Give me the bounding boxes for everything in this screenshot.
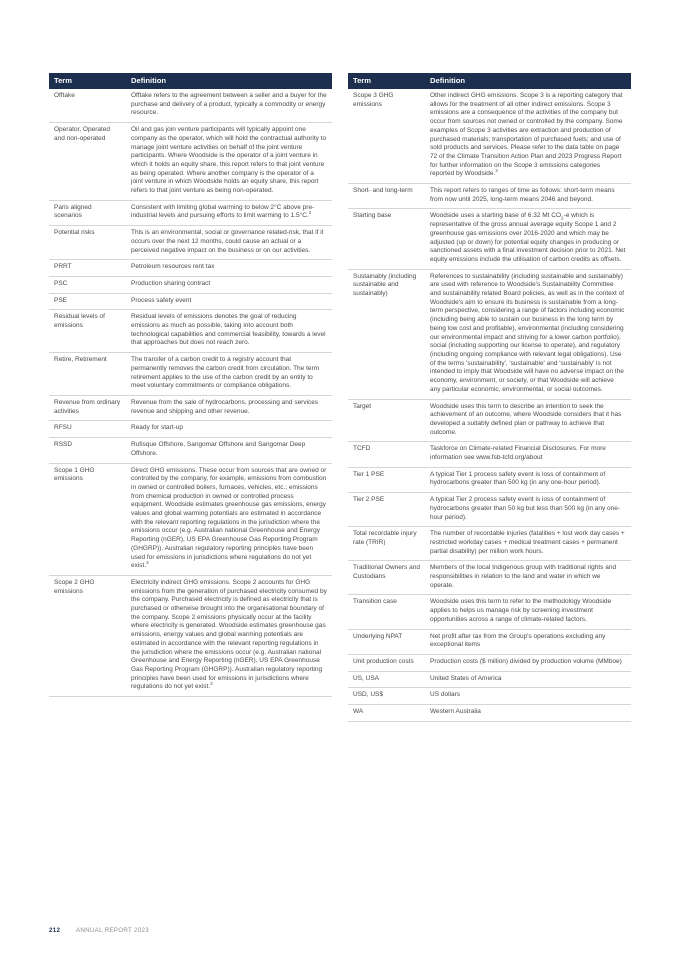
definition-text: Production sharing contract	[131, 279, 211, 287]
table-row	[348, 561, 631, 595]
definition-cell	[126, 123, 332, 201]
definition-cell	[425, 671, 631, 688]
definition-text: Residual levels of emissions denotes the goal of reducing emissions as much as possible, taking into account both technological capabilities and commercial feasibility, towards a level that approaches but does not reach zero.	[131, 313, 326, 347]
definition-cell	[425, 269, 631, 399]
definition-cell	[425, 209, 631, 269]
definition-cell	[425, 561, 631, 595]
definition-text: A typical Tier 2 process safety event is loss of containment of hydrocarbons greater than 50 kg but less than 500 kg (in any one-hour period).	[430, 496, 621, 521]
table-row	[49, 226, 332, 260]
table-row	[348, 688, 631, 705]
table-row	[348, 654, 631, 671]
term-cell: Scope 1 GHG emissions	[49, 463, 126, 575]
term-cell: Target	[348, 399, 425, 442]
definition-text: Direct GHG emissions. These occur from sources that are owned or controlled by the company, for example, emissions from combustion in owned or controlled boilers, furnaces, vehicles, etc.; emissions from chemical production in owned or controlled process equipment. Woodside estimates greenhouse gas emissions, energy values and global warming potentials are estimated in accordance with the relevant reporting regulations in the jurisdiction where the emissions occur (e.g. Australian national Greenhouse and Energy Reporting (nGER), US EPA Greenhouse Gas Reporting Program (GHGRP)). Australian regulatory reporting principles have been used for emissions in jurisdictions where regulations do not yet exist.	[131, 466, 327, 570]
definition-text: United States of America	[430, 674, 502, 682]
definition-cell	[126, 438, 332, 463]
table-row	[348, 442, 631, 467]
definition-text: A typical Tier 1 process safety event is loss of containment of hydrocarbons greater than 500 kg (in any one-hour period).	[430, 470, 606, 487]
definition-text: Oil and gas join venture participants will typically appoint one company as the operator, which will hold the contractual authority to manage joint venture activities on behalf of the joint venture participants. Where Woodside is the operator of a joint venture in which it holds an equity share, this report refers to that joint venture as being operated. Where another company is the operator of a joint venture in which Woodside holds an equity share, this report refers to that joint venture as being non-operated.	[131, 126, 327, 195]
table-header-row	[348, 73, 631, 89]
table-row	[348, 269, 631, 399]
term-cell: Transition case	[348, 595, 425, 629]
definition-cell	[425, 442, 631, 467]
definition-cell	[425, 629, 631, 654]
definition-cell	[425, 89, 631, 184]
table-row	[348, 629, 631, 654]
definition-text: Taskforce on Climate-related Financial Disclosures. For more information see www.fsb-tcfd.org/about	[430, 445, 606, 462]
definition-cell	[425, 688, 631, 705]
definition-cell	[425, 184, 631, 209]
term-cell: Starting base	[348, 209, 425, 269]
term-cell: Total recordable injury rate (TRIR)	[348, 527, 425, 561]
definition-cell	[425, 705, 631, 722]
term-cell: Retire, Retirement	[49, 353, 126, 396]
table-row	[49, 463, 332, 575]
table-row	[348, 527, 631, 561]
report-title: ANNUAL REPORT 2023	[75, 927, 149, 934]
term-cell: Unit production costs	[348, 654, 425, 671]
term-cell: TCFD	[348, 442, 425, 467]
definition-header: Definition	[425, 73, 631, 89]
term-cell: PSC	[49, 276, 126, 293]
footnote-marker: 3	[146, 560, 149, 566]
definition-cell	[126, 276, 332, 293]
table-row	[49, 395, 332, 420]
table-row	[49, 260, 332, 277]
glossary-table-left	[49, 73, 332, 697]
table-row	[348, 705, 631, 722]
definition-cell	[126, 89, 332, 123]
definition-text: Net profit after tax from the Group's operations excluding any exceptional items	[430, 632, 606, 649]
term-cell: Underlying NPAT	[348, 629, 425, 654]
term-cell: RFSU	[49, 421, 126, 438]
definition-cell	[425, 493, 631, 527]
definition-text: Other indirect GHG emissions. Scope 3 is a reporting category that allows for the treatment of all other indirect emissions. Scope 3 emissions are a consequence of the activities of the company but occur from sources not owned or controlled by the company. Some examples of Scope 3 activities are extraction and production of purchased materials; transportation of purchased fuels; and use of sold products and services. Please refer to the data table on page 72 of the Climate Transition Action Plan and 2023 Progress Report for further information on the Scope 3 emissions categories reported by Woodside.	[430, 92, 623, 178]
subscript: 2	[561, 215, 564, 221]
term-cell: Residual levels of emissions	[49, 310, 126, 353]
term-cell: Sustainably (including sustainable and sustainably)	[348, 269, 425, 399]
table-row	[49, 438, 332, 463]
definition-cell	[425, 467, 631, 492]
term-cell: Traditional Owners and Custodians	[348, 561, 425, 595]
definition-text: Petroleum resources rent tax	[131, 263, 215, 271]
footnote-marker: 2	[308, 210, 312, 216]
definition-text: This report refers to ranges of time as follows: short-term means from now until 2025, long-term means 2046 and beyond.	[430, 187, 615, 203]
table-header-row	[49, 73, 332, 89]
table-row	[348, 209, 631, 269]
table-row	[49, 575, 332, 696]
term-cell: US, USA	[348, 671, 425, 688]
table-row	[49, 310, 332, 353]
definition-text: Woodside uses this term to describe an intention to seek the achievement of an outcome, where Woodside considers that it has developed a suitably defined plan or pathway to achieve that outcome.	[430, 402, 622, 436]
definition-cell	[425, 399, 631, 442]
definition-cell	[126, 353, 332, 396]
term-header: Term	[49, 73, 126, 89]
page-footer	[49, 927, 149, 934]
term-cell: Revenue from ordinary activities	[49, 395, 126, 420]
footnote-marker: 3	[495, 168, 498, 174]
term-cell: Operator, Operated and non-operated	[49, 123, 126, 201]
definition-text: Electricity indirect GHG emissions. Scope 2 accounts for GHG emissions from the generation of purchased electricity consumed by the company. Purchased electricity is defined as electricity that is purchased or otherwise brought into the organisational boundary of the company. Scope 2 emissions physically occur at the facility where electricity is generated. Woodside estimates greenhouse gas emissions, energy values and global warming potentials are estimated in accordance with the relevant reporting regulations in the jurisdiction where the emissions occur (e.g. Australian national Greenhouse and Energy Reporting (nGER), US EPA Greenhouse Gas Reporting Program (GHGRP)). Australian regulatory reporting principles have been used for emissions in jurisdictions where regulations do not yet exist.	[131, 578, 327, 691]
definition-text: Consistent with limiting global warming to below 2°C above pre-industrial levels and pursuing efforts to limit warming to 1.5°C.	[131, 203, 315, 220]
term-cell: Tier 1 PSE	[348, 467, 425, 492]
term-header: Term	[348, 73, 425, 89]
term-cell: PRRT	[49, 260, 126, 277]
table-row	[49, 353, 332, 396]
definition-text: The transfer of a carbon credit to a registry account that permanently removes the carbon credit from circulation. The term retirement applies to the use of the carbon credit by an entity to meet voluntary commitments or compliance obligations.	[131, 356, 320, 390]
definition-text: Woodside uses a starting base of 6.32 Mt CO	[430, 212, 562, 220]
term-cell: Paris aligned scenarios	[49, 200, 126, 225]
definition-text: US dollars	[430, 691, 460, 699]
definition-text: Members of the local Indigenous group with traditional rights and responsibilities in relation to the land and water in which we operate.	[430, 564, 617, 589]
table-row	[348, 89, 631, 184]
definition-text: The number of recordable injuries (fatalities + lost work day cases + restricted workday cases + medical treatment cases + permanent partial disability) per million work hours.	[430, 530, 625, 555]
definition-text: Woodside uses this term to refer to the methodology Woodside applies to helps us manage risk by screening investment opportunities across a range of climate-related factors.	[430, 598, 612, 623]
page-number: 212	[49, 927, 61, 934]
definition-cell	[126, 310, 332, 353]
definition-cell	[126, 463, 332, 575]
footnote-marker: 3	[210, 681, 213, 687]
term-cell: Scope 3 GHG emissions	[348, 89, 425, 184]
definition-cell	[425, 595, 631, 629]
definition-text: This is an environmental, social or governance related-risk, that if it occurs over the next 12 months, could cause an actual or a perceived negative impact on the business or on our activities.	[131, 229, 324, 254]
definition-text: Western Australia	[430, 708, 481, 716]
table-row	[348, 184, 631, 209]
definition-cell	[126, 575, 332, 696]
definition-cell	[425, 654, 631, 671]
term-cell: Offtake	[49, 89, 126, 123]
definition-text: -e which is representative of the gross annual average equity Scope 1 and 2 greenhouse gas emissions over 2016-2020 and which may be adjusted (up or down) for potential equity changes in producing or sanctioned assets with a final investment decision prior to 2021. Net equity emissions include the utilisation of carbon credits as offsets.	[430, 212, 626, 263]
term-cell: Potential risks	[49, 226, 126, 260]
definition-cell	[425, 527, 631, 561]
definition-cell	[126, 260, 332, 277]
term-cell: Scope 2 GHG emissions	[49, 575, 126, 696]
term-cell: USD, US$	[348, 688, 425, 705]
table-row	[49, 123, 332, 201]
definition-text: References to sustainability (including sustainable and sustainably) are used with reference to Woodside's Sustainability Committee and sustainability related Board policies, as well as in the context of Woodside's aim to ensure its business is sustainable from a long-term perspective, considering a range of factors including economic (including being able to sustain our business in the long term by being low cost and profitable), environmental (including considering our environmental impact and striving for a lower carbon portfolio), social (including supporting our license to operate), and regulatory (including ongoing compliance with relevant legal obligations). Use of the terms 'sustainability', 'sustainable' and 'sustainably' is not intended to imply that Woodside will have no adverse impact on the economy, environment, or society, or that Woodside will achieve any particular economic, environmental, or social outcomes.	[430, 272, 625, 393]
term-cell: Short- and long-term	[348, 184, 425, 209]
term-cell: PSE	[49, 293, 126, 310]
table-row	[49, 293, 332, 310]
definition-cell	[126, 226, 332, 260]
definition-text: Process safety event	[131, 296, 192, 304]
term-cell: RSSD	[49, 438, 126, 463]
term-cell: Tier 2 PSE	[348, 493, 425, 527]
table-row	[348, 671, 631, 688]
definition-header: Definition	[126, 73, 332, 89]
table-row	[348, 467, 631, 492]
table-row	[348, 595, 631, 629]
table-row	[348, 399, 631, 442]
definition-text: Ready for start-up	[131, 424, 184, 432]
definition-text: Offtake refers to the agreement between a seller and a buyer for the purchase and delivery of a product, typically a commodity or energy resource.	[131, 92, 327, 117]
definition-text: Production costs ($ million) divided by production volume (MMboe)	[430, 657, 622, 665]
table-row	[49, 276, 332, 293]
definition-cell	[126, 421, 332, 438]
table-row	[49, 421, 332, 438]
definition-cell	[126, 293, 332, 310]
definition-cell	[126, 395, 332, 420]
glossary-table-right	[348, 73, 631, 722]
table-row	[49, 200, 332, 225]
definition-text: Revenue from the sale of hydrocarbons, processing and services revenue and shipping and other revenue.	[131, 398, 319, 415]
definition-text: Rufisque Offshore, Sangomar Offshore and Sangomar Deep Offshore.	[131, 441, 306, 457]
table-row	[49, 89, 332, 123]
table-row	[348, 493, 631, 527]
definition-cell	[126, 200, 332, 225]
term-cell: WA	[348, 705, 425, 722]
